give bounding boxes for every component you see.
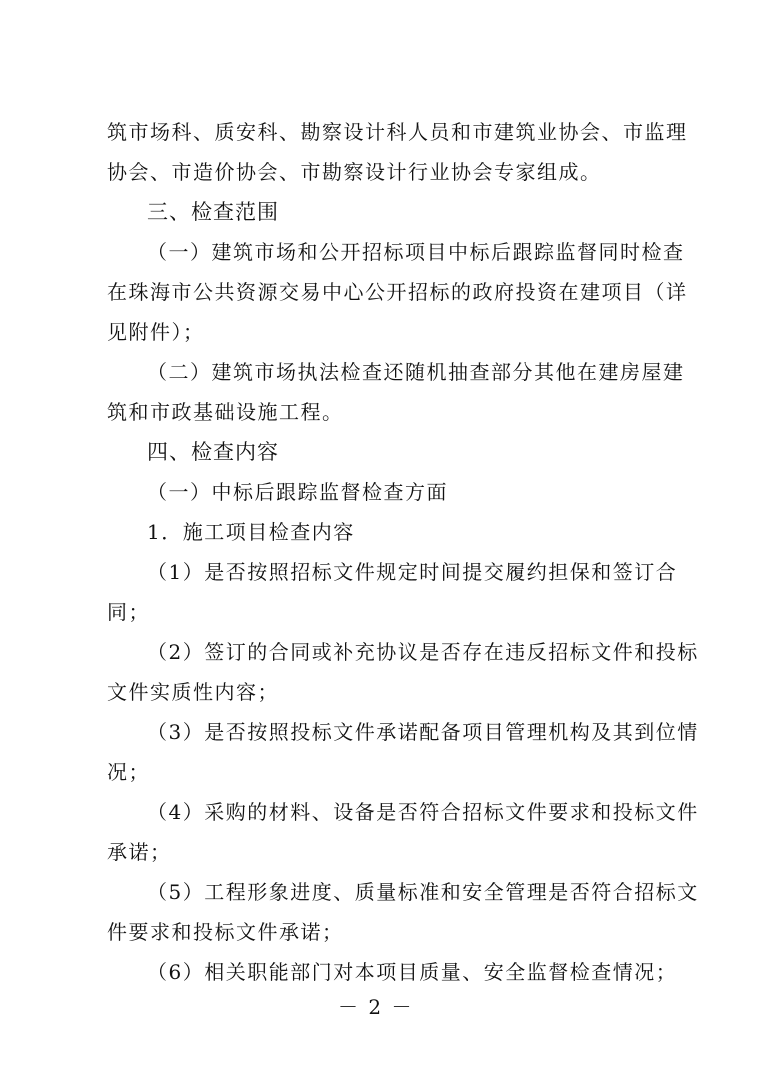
paragraph-line: 协会、市造价协会、市勘察设计行业协会专家组成。 bbox=[107, 160, 602, 184]
paragraph-line: （6）相关职能部门对本项目质量、安全监督检查情况； bbox=[147, 960, 678, 984]
paragraph-line: 筑市场科、质安科、勘察设计科人员和市建筑业协会、市监理 bbox=[107, 120, 688, 144]
paragraph-line: （二）建筑市场执法检查还随机抽查部分其他在建房屋建 bbox=[147, 360, 685, 384]
paragraph-line: （一）建筑市场和公开招标项目中标后跟踪监督同时检查 bbox=[147, 240, 685, 264]
paragraph-line: （2）签订的合同或补充协议是否存在违反招标文件和投标 bbox=[147, 640, 699, 664]
paragraph-line: 承诺； bbox=[107, 840, 172, 864]
subsection-heading: （一）中标后跟踪监督检查方面 bbox=[147, 480, 448, 504]
paragraph-line: （1）是否按照招标文件规定时间提交履约担保和签订合 bbox=[147, 560, 678, 584]
paragraph-line: 筑和市政基础设施工程。 bbox=[107, 400, 344, 424]
paragraph-line: 在珠海市公共资源交易中心公开招标的政府投资在建项目（详 bbox=[107, 280, 688, 304]
paragraph-line: 件要求和投标文件承诺； bbox=[107, 920, 344, 944]
paragraph-line: 同； bbox=[107, 600, 150, 624]
paragraph-line: （5）工程形象进度、质量标准和安全管理是否符合招标文 bbox=[147, 880, 699, 904]
page-number: － 2 － bbox=[338, 995, 414, 1019]
paragraph-line: （4）采购的材料、设备是否符合招标文件要求和投标文件 bbox=[147, 800, 699, 824]
section-heading-scope: 三、检查范围 bbox=[147, 200, 279, 224]
paragraph-line: 况； bbox=[107, 760, 150, 784]
subsection-heading: 1．施工项目检查内容 bbox=[147, 520, 355, 544]
paragraph-line: 见附件）； bbox=[107, 320, 205, 344]
paragraph-line: （3）是否按照投标文件承诺配备项目管理机构及其到位情 bbox=[147, 720, 699, 744]
paragraph-line: 文件实质性内容； bbox=[107, 680, 279, 704]
section-heading-content: 四、检查内容 bbox=[147, 440, 279, 464]
